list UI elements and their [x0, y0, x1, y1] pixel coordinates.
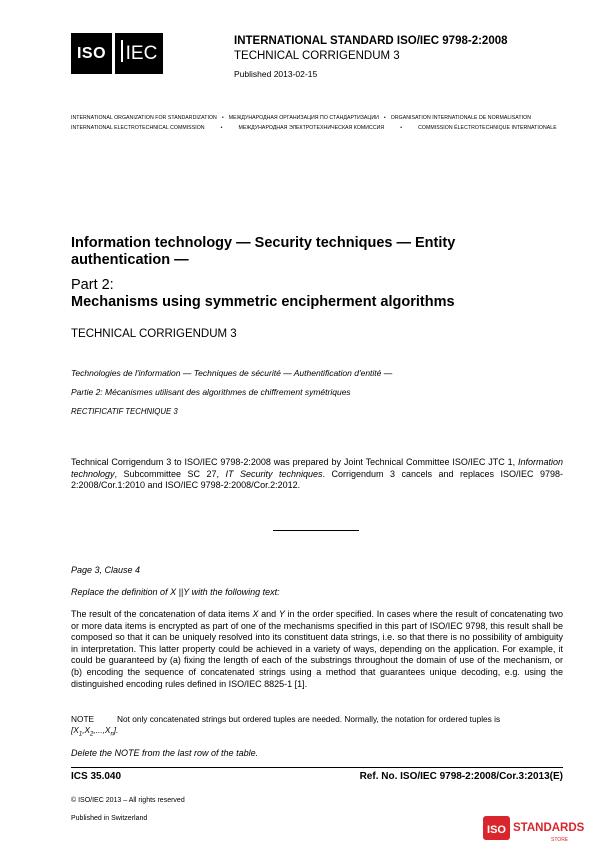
copyright: © ISO/IEC 2013 – All rights reserved: [71, 797, 185, 804]
section-divider: [273, 530, 359, 531]
change-location: Page 3, Clause 4: [71, 565, 141, 575]
organizations-row-1: INTERNATIONAL ORGANIZATION FOR STANDARDIZATION • МЕЖДУНАРОДНАЯ ОРГАНИЗАЦИЯ ПО СТАНДАРТИЗАЦИИ • ORGANISATION INTERNATIONALE DE NORMALISATION: [71, 115, 532, 121]
french-title: Technologies de l'information — Techniques de sécurité — Authentification d'entité —: [71, 368, 393, 378]
delete-instruction: Delete the NOTE from the last row of the table.: [71, 748, 259, 758]
iso-logo: ISO: [71, 33, 112, 74]
part-title: Mechanisms using symmetric encipherment algorithms: [71, 294, 455, 310]
note-paragraph: NOTE Not only concatenated strings but ordered tuples are needed. Normally, the notation for ordered tuples is $[X_1,X_2,...,X_n]$.: [71, 714, 501, 738]
stamp-iso-text: ISO: [487, 824, 506, 836]
stamp-standards-text: STANDARDS: [513, 822, 585, 834]
document-title: Information technology — Security techniques — Entity authentication —: [71, 235, 456, 268]
reference-number: Ref. No. ISO/IEC 9798-2:2008/Cor.3:2013(E): [359, 771, 563, 782]
ordered-tuple: $[X_1,X_2,...,X_n]$.: [71, 725, 119, 738]
iec-logo: IEC: [115, 33, 163, 74]
organizations-row-2: INTERNATIONAL ELECTROTECHNICAL COMMISSION • МЕЖДУНАРОДНАЯ ЭЛЕКТРОТЕХНИЧЕСКАЯ КОМИССИЯ • COMMISSION ÉLECTROTECHNIQUE INTERNATIONALE: [71, 125, 557, 131]
published-in: Published in Switzerland: [71, 815, 148, 822]
part-label: Part 2:: [71, 277, 114, 293]
replace-instruction: Replace the definition of X ||Y with the following text:: [71, 587, 280, 597]
intro-paragraph: Technical Corrigendum 3 to ISO/IEC 9798-2:2008 was prepared by Joint Technical Committee ISO/IEC JTC 1, Information technology, Subcommittee SC 27, IT Security techniques. Corrigendum 3 cancels and replaces ISO/IEC 9798-2:2008/Cor.1:2010 and ISO/IEC 9798-2:2008/Cor.2:2012.: [71, 457, 564, 491]
french-part: Partie 2: Mécanismes utilisant des algorithmes de chiffrement symétriques: [71, 387, 351, 397]
stamp-store-text: STORE: [551, 837, 569, 843]
standard-title: INTERNATIONAL STANDARD ISO/IEC 9798-2:2008: [234, 35, 508, 47]
corrigendum-label: TECHNICAL CORRIGENDUM 3: [71, 328, 237, 340]
ics-code: ICS 35.040: [71, 771, 122, 782]
french-rectificatif: RECTIFICATIF TECHNIQUE 3: [71, 407, 178, 416]
definition-paragraph: The result of the concatenation of data items X and Y in the order specified. In cases where the result of concatenating two or more data items is encrypted as part of one of the mechanisms specified in this part of ISO/IEC 9798, this result shall be composed so that it can be uniquely resolved into its constituent data strings, i.e. so that there is no possibility of ambiguity in interpretation. This latter property could be achieved in a variety of ways, depending on the application. For example, it could be guaranteed by (a) fixing the length of each of the substrings throughout the domain of use of the mechanism, or (b) encoding the sequence of concatenated strings using a method that guarantees unique decoding, e.g. using the distinguished encoding rules defined in ISO/IEC 8825-1 [1].: [71, 609, 563, 689]
footer-rule: [71, 767, 563, 768]
iso-standards-store-stamp: [483, 814, 592, 844]
corrigendum-header: TECHNICAL CORRIGENDUM 3: [234, 50, 400, 62]
published-date: Published 2013-02-15: [234, 69, 318, 79]
